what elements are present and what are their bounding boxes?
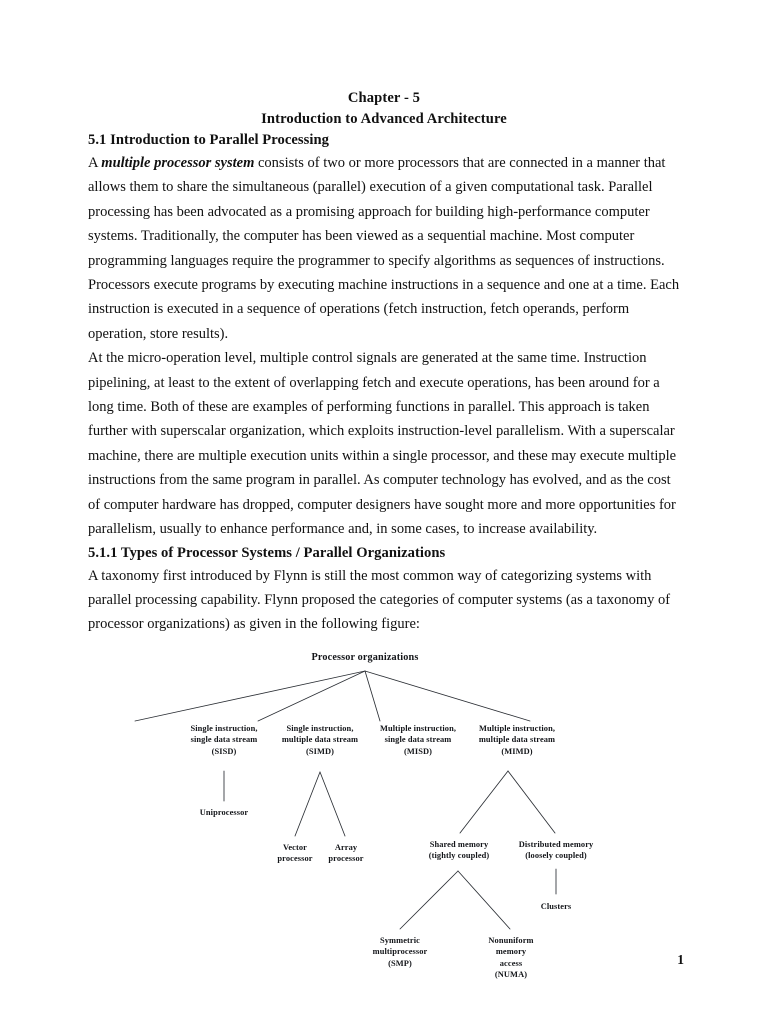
paragraph-micro-operation: At the micro-operation level, multiple control signals are generated at the same time. Instruction pipelining, at least to the extent of overlapping fetch and execute operations, has been around for a long time. Both of these are examples of performing functions in parallel. This approach is taken further with superscalar organization, which exploits instruction-level parallelism. With a superscalar machine, there are multiple execution units within a single processor, and these may execute multiple instructions from the same program in parallel. As computer technology has evolved, and as the cost of computer hardware has dropped, computer designers have sought more and more opportunities for parallelism, usually to enhance performance and, in some cases, to increase availability. — [88, 350, 677, 538]
figure-node-numa-line-4: (NUMA) — [494, 969, 528, 979]
figure-node-uniprocessor-line-1: Uniprocessor — [199, 807, 249, 817]
figure-node-array-processor — [328, 842, 363, 865]
figure-node-clusters-line-1: Clusters — [540, 901, 572, 911]
edge-simd-array — [320, 772, 345, 836]
figure-node-smp-line-3: (SMP) — [388, 958, 412, 968]
figure-node-array-line-1: Array — [334, 842, 358, 852]
edge-root-simd — [258, 671, 365, 721]
figure-node-simd — [282, 723, 358, 757]
section-heading-5-1-1: 5.1.1 Types of Processor Systems / Parallel Organizations — [88, 544, 446, 561]
paragraph-lead-prefix: A — [88, 155, 102, 171]
figure-node-sisd — [190, 723, 257, 757]
edge-root-sisd — [135, 671, 365, 721]
figure-node-distributed-line-1: Distributed memory — [518, 839, 594, 849]
figure-node-numa-line-1: Nonuniform — [488, 935, 534, 945]
figure-node-misd-line-1: Multiple instruction, — [379, 723, 457, 733]
page-number: 1 — [677, 952, 684, 967]
figure-node-numa-line-2: memory — [495, 947, 527, 957]
edge-mimd-distributed — [508, 771, 555, 833]
figure-node-sisd-line-1: Single instruction, — [190, 723, 258, 733]
chapter-title: Chapter - 5 — [347, 90, 421, 106]
edge-shared-numa — [458, 871, 510, 929]
figure-node-numa-line-3: access — [499, 958, 523, 968]
figure-node-distributed-memory — [519, 839, 594, 862]
figure-node-root — [312, 651, 419, 664]
figure-node-root-line-1: Processor organizations — [311, 651, 419, 663]
figure-node-sisd-line-3: (SISD) — [211, 746, 237, 756]
paragraph-intro — [88, 151, 680, 346]
edge-root-misd — [365, 671, 380, 721]
edge-mimd-shared — [460, 771, 508, 833]
figure-node-simd-line-2: multiple data stream — [281, 735, 359, 745]
figure-node-simd-line-1: Single instruction, — [286, 723, 354, 733]
section-heading-5-1: 5.1 Introduction to Parallel Processing — [88, 132, 329, 148]
figure-node-vector-processor — [277, 842, 312, 865]
paragraph-flynn-taxonomy: A taxonomy first introduced by Flynn is still the most common way of categorizing systems with parallel processing capability. Flynn proposed the categories of computer systems (as a taxonomy of processor organizations) as given in the following figure: — [88, 567, 671, 633]
chapter-subtitle: Introduction to Advanced Architecture — [261, 110, 507, 127]
figure-node-smp-line-1: Symmetric — [380, 935, 420, 945]
figure-node-mimd-line-1: Multiple instruction, — [478, 723, 556, 733]
figure-node-smp-line-2: multiprocessor — [372, 947, 428, 957]
figure-node-simd-line-3: (SIMD) — [305, 746, 335, 756]
figure-node-misd-line-3: (MISD) — [403, 746, 433, 756]
edge-root-mimd — [365, 671, 530, 721]
figure-node-misd — [380, 723, 456, 757]
figure-node-shared-line-2: (tightly coupled) — [428, 851, 490, 861]
figure-node-distributed-line-2: (loosely coupled) — [525, 851, 587, 861]
figure-node-numa — [488, 935, 533, 981]
edge-simd-vector — [295, 772, 320, 836]
figure-node-mimd — [479, 723, 555, 757]
figure-node-array-line-2: processor — [328, 854, 364, 864]
figure-node-sisd-line-2: single data stream — [190, 735, 258, 745]
figure-node-mimd-line-2: multiple data stream — [478, 735, 556, 745]
document-content — [88, 88, 680, 994]
figure-node-misd-line-2: single data stream — [384, 735, 452, 745]
figure-node-vector-line-1: Vector — [282, 842, 308, 852]
figure-node-uniprocessor — [200, 807, 249, 818]
emphasized-term: multiple processor system — [101, 155, 255, 171]
figure-node-mimd-line-3: (MIMD) — [501, 746, 533, 756]
figure-node-shared-memory — [429, 839, 490, 862]
figure-processor-organizations — [88, 649, 680, 994]
figure-node-vector-line-2: processor — [277, 854, 313, 864]
figure-node-shared-line-1: Shared memory — [429, 839, 489, 849]
figure-node-smp — [373, 935, 428, 969]
figure-node-clusters — [541, 901, 572, 912]
edge-shared-smp — [400, 871, 458, 929]
paragraph-intro-rest: consists of two or more processors that are connected in a manner that allows them to share the simultaneous (parallel) execution of a given computational task. Parallel processing has been advocated as a promising approach for building high-performance computer systems. Traditionally, the computer has been viewed as a sequential machine. Most computer programming languages require the programmer to specify algorithms as sequences of instructions. Processors execute programs by executing machine instructions in a sequence and one at a time. Each instruction is executed in a sequence of operations (fetch instruction, fetch operands, perform operation, store results). — [88, 155, 680, 342]
